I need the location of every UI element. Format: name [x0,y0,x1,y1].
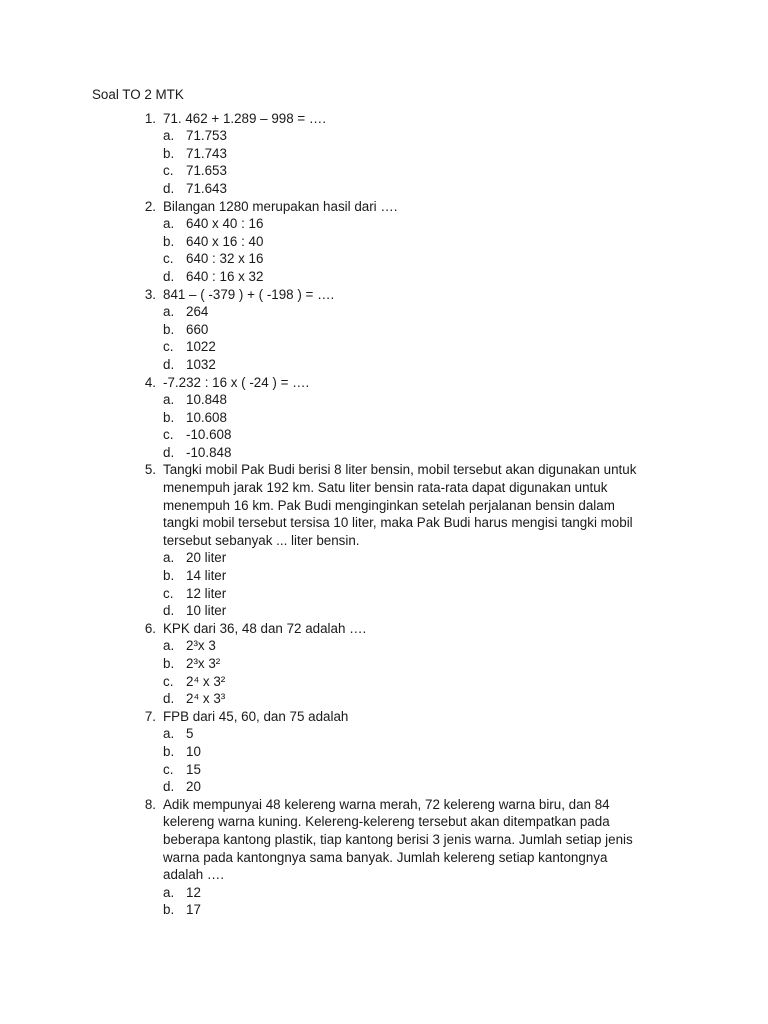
option-letter: d. [163,603,175,619]
answer-option [163,567,683,585]
option-letter: d. [163,779,175,795]
option-list [163,725,683,795]
question-body [163,708,683,796]
option-text: 1032 [186,356,216,372]
question-text: KPK dari 36, 48 dan 72 adalah …. [163,620,367,636]
answer-option [163,426,683,444]
answer-option [163,250,683,268]
question-item [92,461,728,619]
question-body [163,461,683,619]
answer-option [163,162,683,180]
option-letter: c. [163,251,174,267]
option-letter: c. [163,673,174,689]
option-text: 2⁴ x 3² [186,673,226,689]
option-letter: c. [163,163,174,179]
answer-option [163,303,683,321]
answer-option [163,356,683,374]
answer-option [163,409,683,427]
question-number: 2. [144,198,156,214]
answer-option [163,884,683,902]
option-text: 20 liter [186,550,227,566]
answer-option [163,673,683,691]
option-text: 71.643 [186,180,227,196]
option-text: 2³x 3 [186,638,216,654]
answer-option [163,321,683,339]
question-item [92,286,728,374]
question-item [92,198,728,286]
question-text: FPB dari 45, 60, dan 75 adalah [163,708,349,724]
answer-option [163,549,683,567]
answer-option [163,338,683,356]
option-text: 640 : 32 x 16 [186,251,264,267]
answer-option [163,444,683,462]
option-letter: b. [163,321,175,337]
option-letter: b. [163,233,175,249]
option-letter: c. [163,339,174,355]
answer-option [163,761,683,779]
option-text: 640 x 40 : 16 [186,216,264,232]
option-letter: b. [163,145,175,161]
option-text: 10 liter [186,603,227,619]
option-list [163,127,683,197]
answer-option [163,268,683,286]
option-list [163,884,683,919]
question-text: Bilangan 1280 merupakan hasil dari …. [163,198,398,214]
option-letter: d. [163,180,175,196]
option-letter: c. [163,761,174,777]
option-letter: a. [163,128,175,144]
option-text: 17 [186,902,201,918]
document-title: Soal TO 2 MTK [92,87,184,102]
question-text: Tangki mobil Pak Budi berisi 8 liter bensin, mobil tersebut akan digunakan untuk menempuh jarak 192 km. Satu liter bensin rata-rata dapat digunakan untuk menempuh 16 km. Pak Budi menginginkan setelah perjalanan bensin dalam tangki mobil tersebut tersisa 10 liter, maka Pak Budi harus mengisi tangki mobil tersebut sebanyak ... liter bensin. [163,462,637,548]
option-text: 71.753 [186,128,227,144]
question-number: 8. [144,796,156,812]
answer-option [163,778,683,796]
option-letter: b. [163,409,175,425]
answer-option [163,233,683,251]
answer-option [163,391,683,409]
answer-option [163,585,683,603]
question-number: 3. [144,286,156,302]
question-body [163,110,683,198]
question-item [92,708,728,796]
answer-option [163,145,683,163]
question-body [163,374,683,462]
option-text: 20 [186,779,201,795]
option-letter: c. [163,427,174,443]
option-list [163,549,683,619]
question-item [92,796,728,919]
option-letter: a. [163,392,175,408]
option-letter: a. [163,884,175,900]
option-letter: a. [163,216,175,232]
option-text: 10 [186,743,201,759]
option-text: 71.743 [186,145,227,161]
question-number: 5. [144,462,156,478]
answer-option [163,655,683,673]
answer-option [163,127,683,145]
answer-option [163,743,683,761]
question-item [92,110,728,198]
question-body [163,286,683,374]
question-text: -7.232 : 16 x ( -24 ) = …. [163,374,310,390]
question-number: 4. [144,374,156,390]
answer-option [163,690,683,708]
option-letter: c. [163,585,174,601]
answer-option [163,215,683,233]
option-text: 2⁴ x 3³ [186,691,226,707]
option-text: -10.848 [186,444,232,460]
option-text: 5 [186,726,194,742]
option-text: 660 [186,321,209,337]
answer-option [163,180,683,198]
question-text: Adik mempunyai 48 kelereng warna merah, 72 kelereng warna biru, dan 84 kelereng warna kuning. Kelereng-kelereng tersebut akan ditempatkan pada beberapa kantong plastik, tiap kantong berisi 3 jenis warna. Jumlah setiap jenis warna pada kantongnya sama banyak. Jumlah kelereng setiap kantongnya adalah …. [163,796,633,883]
option-list [163,391,683,461]
question-body [163,620,683,708]
option-text: 640 x 16 : 40 [186,233,264,249]
option-text: 264 [186,304,209,320]
option-letter: b. [163,902,175,918]
option-letter: d. [163,444,175,460]
question-list [92,110,728,919]
option-text: 15 [186,761,201,777]
option-text: 1022 [186,339,216,355]
option-list [163,637,683,707]
question-text: 841 – ( -379 ) + ( -198 ) = …. [163,286,335,302]
option-text: 2³x 3² [186,656,221,671]
option-list [163,303,683,373]
option-text: 640 : 16 x 32 [186,268,264,284]
option-text: 10.848 [186,392,227,408]
question-item [92,374,728,462]
question-item [92,620,728,708]
option-text: 10.608 [186,409,227,425]
question-body [163,796,683,919]
question-text: 71. 462 + 1.289 – 998 = …. [163,110,327,126]
option-list [163,215,683,285]
answer-option [163,725,683,743]
answer-option [163,637,683,655]
option-text: -10.608 [186,427,232,443]
option-letter: d. [163,356,175,372]
question-body [163,198,683,286]
question-number: 6. [144,620,156,636]
option-text: 14 liter [186,568,227,584]
answer-option [163,602,683,620]
option-letter: a. [163,638,175,654]
question-number: 1. [144,110,156,126]
option-letter: b. [163,568,175,584]
option-letter: b. [163,743,175,759]
option-text: 71.653 [186,163,227,179]
question-number: 7. [144,708,156,724]
option-text: 12 liter [186,585,227,601]
option-letter: b. [163,656,175,671]
option-text: 12 [186,884,201,900]
option-letter: a. [163,550,175,566]
option-letter: d. [163,268,175,284]
option-letter: a. [163,304,175,320]
option-letter: a. [163,726,175,742]
option-letter: d. [163,691,175,707]
answer-option [163,901,683,919]
